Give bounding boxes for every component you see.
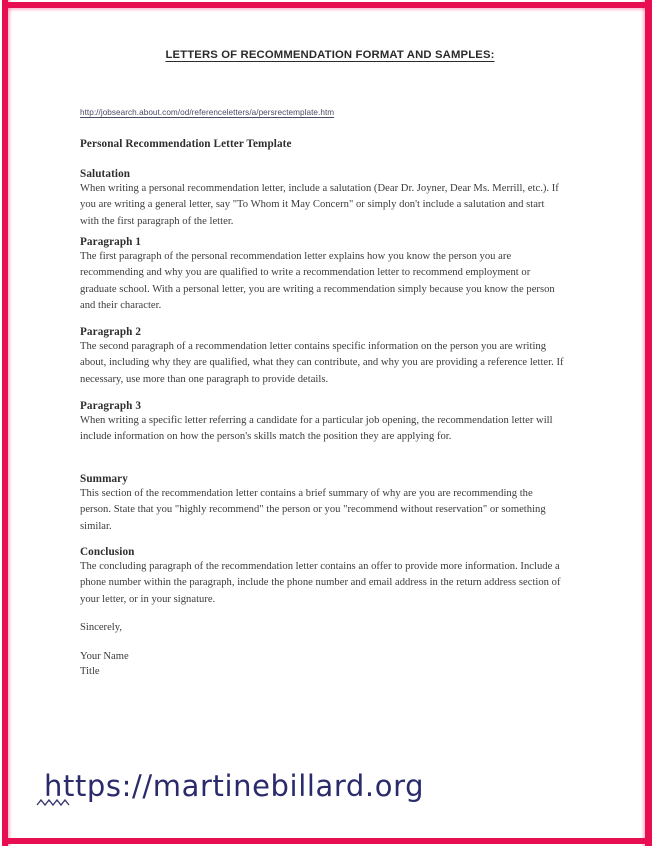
section-salutation xyxy=(80,168,566,230)
template-heading: Personal Recommendation Letter Template xyxy=(80,138,292,150)
section-heading: Summary xyxy=(80,473,128,485)
section-heading: Salutation xyxy=(80,168,131,180)
section-heading: Conclusion xyxy=(80,546,135,558)
section-conclusion xyxy=(80,546,566,608)
document-title: LETTERS OF RECOMMENDATION FORMAT AND SAMPLES: xyxy=(165,49,495,61)
section-summary xyxy=(80,473,566,535)
letter-closing: Sincerely, xyxy=(80,622,122,633)
site-watermark: https://martinebillard.org xyxy=(44,769,425,803)
section-body: The second paragraph of a recommendation letter contains specific information on the person you are writing about, including why they are qualified, what they can contribute, and why you are providing a reference letter. If necessary, use more than one paragraph to provide details. xyxy=(80,341,564,385)
signature-title: Title xyxy=(80,665,100,677)
source-url-link[interactable]: http://jobsearch.about.com/od/referenceletters/a/persrectemplate.htm xyxy=(80,108,335,117)
signature-block xyxy=(80,650,129,679)
section-body: When writing a specific letter referring a candidate for a particular job opening, the recommendation letter will include information on how the person's skills match the position they are applying for. xyxy=(80,415,553,443)
section-paragraph-1 xyxy=(80,236,566,315)
section-body: The concluding paragraph of the recommendation letter contains an offer to provide more information. Include a phone number within the paragraph, include the phone number and email address in the return address section of your letter, or in your signature. xyxy=(80,561,561,605)
signature-name: Your Name xyxy=(80,651,129,662)
section-heading: Paragraph 3 xyxy=(80,400,142,412)
section-body: The first paragraph of the personal recommendation letter explains how you know the person you are recommending and why you are qualified to write a recommendation letter to recommend employment or graduate school. With a personal letter, you are writing a recommendation simply because you know the person and their character. xyxy=(80,251,555,312)
section-body: This section of the recommendation letter contains a brief summary of why are you are recommending the person. State that you "highly recommend" the person or you "recommend without reservation" or something similar. xyxy=(80,488,546,532)
section-heading: Paragraph 1 xyxy=(80,236,142,248)
section-paragraph-3 xyxy=(80,400,566,446)
section-body: When writing a personal recommendation letter, include a salutation (Dear Dr. Joyner, Dear Ms. Merrill, etc.). If you are writing a general letter, say "To Whom it May Concern" or simply don't include a salutation and start with the first paragraph of the letter. xyxy=(80,183,559,227)
section-heading: Paragraph 2 xyxy=(80,326,142,338)
section-paragraph-2 xyxy=(80,326,566,388)
squiggle-icon xyxy=(36,798,70,807)
